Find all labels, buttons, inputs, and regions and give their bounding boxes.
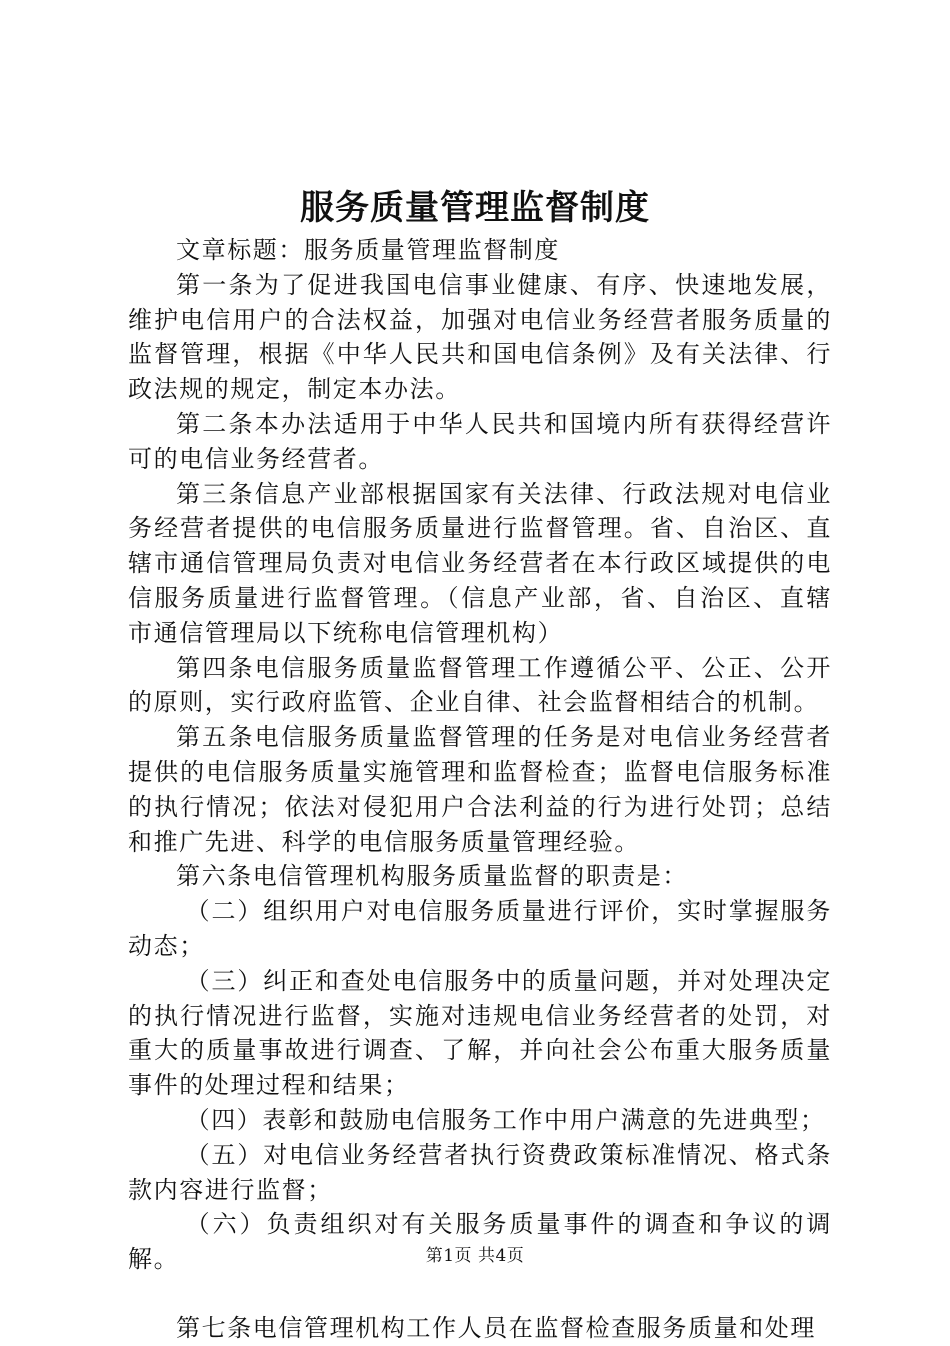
page-number-footer: 第1页 共4页 — [425, 1246, 525, 1266]
article-heading-line: 文章标题：服务质量管理监督制度 — [176, 236, 560, 264]
list-item-4: （四）表彰和鼓励电信服务工作中用户满意的先进典型； — [185, 1105, 826, 1134]
paragraph-article-2: 第二条本办法适用于中华人民共和国境内所有获得经营许可的电信业务经营者。 — [128, 409, 832, 473]
paragraph-article-4: 第四条电信服务质量监督管理工作遵循公平、公正、公开的原则，实行政府监管、企业自律、社会监督相结合的机制。 — [128, 653, 832, 717]
document-title: 服务质量管理监督制度 — [300, 188, 650, 228]
list-item-2: （二）组织用户对电信服务质量进行评价，实时掌握服务动态； — [128, 897, 832, 960]
paragraph-article-1: 第一条为了促进我国电信事业健康、有序、快速地发展，维护电信用户的合法权益，加强对电信业务经营者服务质量的监督管理，根据《中华人民共和国电信条例》及有关法律、行政法规的规定，制定本办法。 — [128, 270, 832, 404]
list-item-3: （三）纠正和查处电信服务中的质量问题，并对处理决定的执行情况进行监督，实施对违规电信业务经营者的处罚，对重大的质量事故进行调查、了解，并向社会公布重大服务质量事件的处理过程和结果； — [128, 966, 832, 1100]
paragraph-article-3: 第三条信息产业部根据国家有关法律、行政法规对电信业务经营者提供的电信服务质量进行监督管理。省、自治区、直辖市通信管理局负责对电信业务经营者在本行政区域提供的电信服务质量进行监督管理。（信息产业部，省、自治区、直辖市通信管理局以下统称电信管理机构） — [128, 479, 832, 647]
paragraph-article-6: 第六条电信管理机构服务质量监督的职责是： — [176, 862, 688, 891]
paragraph-article-5: 第五条电信服务质量监督管理的任务是对电信业务经营者提供的电信服务质量实施管理和监督检查；监督电信服务标准的执行情况；依法对侵犯用户合法利益的行为进行处罚；总结和推广先进、科学的电信服务质量管理经验。 — [128, 723, 832, 856]
document-body — [128, 233, 832, 1346]
list-item-5: （五）对电信业务经营者执行资费政策标准情况、格式条款内容进行监督； — [128, 1140, 832, 1204]
list-item-6: （六）负责组织对有关服务质量事件的调查和争议的调解。 — [128, 1210, 832, 1274]
paragraph-article-7: 第七条电信管理机构工作人员在监督检查服务质量和处理 — [176, 1313, 816, 1342]
